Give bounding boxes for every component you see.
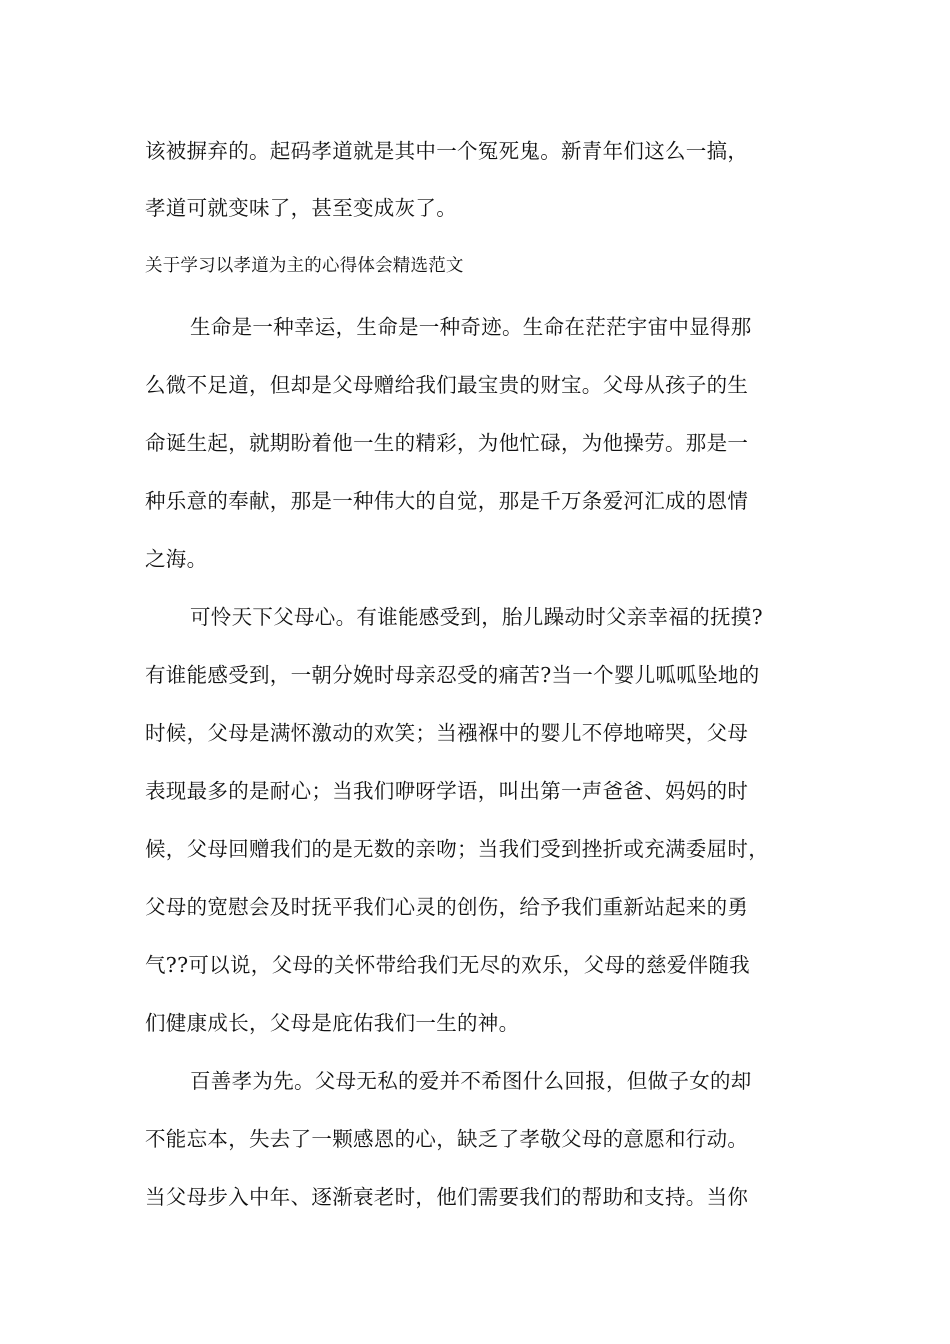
text-line: 有谁能感受到，一朝分娩时母亲忍受的痛苦?当一个婴儿呱呱坠地的 xyxy=(145,663,760,687)
paragraph-first-line: 百善孝为先。父母无私的爱并不希图什么回报，但做子女的却 xyxy=(190,1069,752,1093)
text-line: 气??可以说，父母的关怀带给我们无尽的欢乐，父母的慈爱伴随我 xyxy=(145,953,750,977)
text-line: 种乐意的奉献，那是一种伟大的自觉，那是千万条爱河汇成的恩情 xyxy=(145,489,749,513)
text-line: 该被摒弃的。起码孝道就是其中一个冤死鬼。新青年们这么一搞， xyxy=(145,139,749,163)
section-title: 关于学习以孝道为主的心得体会精选范文 xyxy=(145,256,464,276)
text-line: 父母的宽慰会及时抚平我们心灵的创伤，给予我们重新站起来的勇 xyxy=(145,895,749,919)
text-line: 么微不足道，但却是父母赠给我们最宝贵的财宝。父母从孩子的生 xyxy=(145,373,749,397)
text-line: 之海。 xyxy=(145,547,208,571)
text-line: 候，父母回赠我们的是无数的亲吻；当我们受到挫折或充满委屈时， xyxy=(145,837,769,861)
paragraph-first-line: 可怜天下父母心。有谁能感受到，胎儿躁动时父亲幸福的抚摸? xyxy=(190,605,763,629)
text-line: 时候，父母是满怀激动的欢笑；当襁褓中的婴儿不停地啼哭，父母 xyxy=(145,721,749,745)
text-line: 当父母步入中年、逐渐衰老时，他们需要我们的帮助和支持。当你 xyxy=(145,1185,749,1209)
text-line: 孝道可就变味了，甚至变成灰了。 xyxy=(145,196,457,220)
text-line: 表现最多的是耐心；当我们咿呀学语，叫出第一声爸爸、妈妈的时 xyxy=(145,779,749,803)
text-line: 不能忘本，失去了一颗感恩的心，缺乏了孝敬父母的意愿和行动。 xyxy=(145,1127,749,1151)
paragraph-first-line: 生命是一种幸运，生命是一种奇迹。生命在茫茫宇宙中显得那 xyxy=(190,315,752,339)
text-line: 们健康成长，父母是庇佑我们一生的神。 xyxy=(145,1011,520,1035)
text-line: 命诞生起，就期盼着他一生的精彩，为他忙碌，为他操劳。那是一 xyxy=(145,431,749,455)
